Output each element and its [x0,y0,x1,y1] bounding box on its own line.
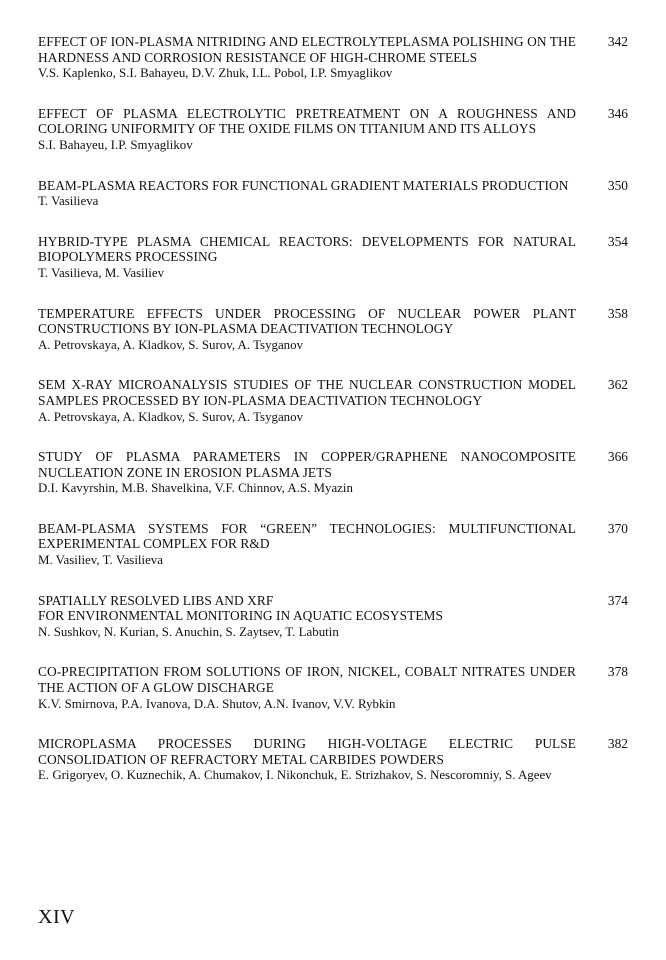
table-of-contents [38,34,628,808]
entry-title: SEM X-RAY MICROANALYSIS STUDIES OF THE NUCLEAR CONSTRUCTION MODEL SAMPLES PROCESSED BY ION-PLASMA DEACTIVATION TECHNOLOGY [38,377,576,408]
entry-title-line: SPATIALLY RESOLVED LIBS AND XRF [38,592,274,608]
entry-title: BEAM-PLASMA REACTORS FOR FUNCTIONAL GRADIENT MATERIALS PRODUCTION [38,177,569,193]
entry-authors: E. Grigoryev, O. Kuznechik, A. Chumakov, I. Nikonchuk, E. Strizhakov, S. Nescoromniy, S. Ageev [38,768,552,783]
page-folio: XIV [38,906,76,928]
entry-authors: M. Vasiliev, T. Vasilieva [38,553,163,568]
entry-page-number: 354 [607,233,628,249]
entry-title: STUDY OF PLASMA PARAMETERS IN COPPER/GRAPHENE NANOCOMPOSITE NUCLEATION ZONE IN EROSION PLASMA JETS [38,449,576,480]
entry-page-number: 370 [607,520,628,536]
entry-authors: T. Vasilieva [38,194,99,209]
entry-authors: T. Vasilieva, M. Vasiliev [38,265,165,280]
entry-authors: V.S. Kaplenko, S.I. Bahayeu, D.V. Zhuk, I.L. Pobol, I.P. Smyaglikov [38,66,393,81]
entry-page-number: 358 [607,305,628,321]
entry-authors: A. Petrovskaya, A. Kladkov, S. Surov, A. Tsyganov [38,337,304,352]
toc-entry [38,34,628,82]
toc-entry [38,234,628,282]
entry-title: EFFECT OF ION-PLASMA NITRIDING AND ELECTROLYTEPLASMA POLISHING ON THE HARDNESS AND CORROSION RESISTANCE OF HIGH-CHROME STEELS [38,34,576,65]
toc-entry [38,106,628,154]
toc-entry [38,664,628,712]
entry-authors: D.I. Kavyrshin, M.B. Shavelkina, V.F. Chinnov, A.S. Myazin [38,481,353,496]
entry-page-number: 382 [607,736,628,752]
toc-entry [38,736,628,784]
entry-page-number: 378 [607,664,628,680]
entry-page-number: 374 [607,592,628,608]
toc-entry [38,306,628,354]
entry-authors: S.I. Bahayeu, I.P. Smyaglikov [38,137,193,152]
entry-page-number: 350 [607,177,628,193]
toc-entry [38,593,628,641]
entry-title: TEMPERATURE EFFECTS UNDER PROCESSING OF NUCLEAR POWER PLANT CONSTRUCTIONS BY ION-PLASMA DEACTIVATION TECHNOLOGY [38,305,576,337]
toc-entry [38,449,628,497]
entry-title: CO-PRECIPITATION FROM SOLUTIONS OF IRON, NICKEL, COBALT NITRATES UNDER THE ACTION OF A GLOW DISCHARGE [38,664,576,696]
entry-title-line: FOR ENVIRONMENTAL MONITORING IN AQUATIC ECOSYSTEMS [38,608,444,624]
entry-title: BEAM-PLASMA SYSTEMS FOR “GREEN” TECHNOLOGIES: MULTIFUNCTIONAL EXPERIMENTAL COMPLEX FOR R&D [38,520,576,552]
entry-page-number: 346 [607,105,628,121]
toc-entry [38,178,628,210]
entry-authors: N. Sushkov, N. Kurian, S. Anuchin, S. Zaytsev, T. Labutin [38,624,339,639]
toc-entry [38,521,628,569]
entry-page-number: 342 [607,34,628,49]
entry-title: HYBRID-TYPE PLASMA CHEMICAL REACTORS: DEVELOPMENTS FOR NATURAL BIOPOLYMERS PROCESSING [38,233,576,265]
entry-authors: A. Petrovskaya, A. Kladkov, S. Surov, A. Tsyganov [38,409,304,424]
toc-entry [38,377,628,425]
entry-authors: K.V. Smirnova, P.A. Ivanova, D.A. Shutov, A.N. Ivanov, V.V. Rybkin [38,696,396,711]
entry-title [38,593,576,624]
entry-title: MICROPLASMA PROCESSES DURING HIGH-VOLTAGE ELECTRIC PULSE CONSOLIDATION OF REFRACTORY METAL CARBIDES POWDERS [38,736,576,767]
entry-title: EFFECT OF PLASMA ELECTROLYTIC PRETREATMENT ON A ROUGHNESS AND COLORING UNIFORMITY OF THE OXIDE FILMS ON TITANIUM AND ITS ALLOYS [38,105,576,137]
entry-page-number: 362 [607,377,628,393]
entry-page-number: 366 [607,449,628,465]
